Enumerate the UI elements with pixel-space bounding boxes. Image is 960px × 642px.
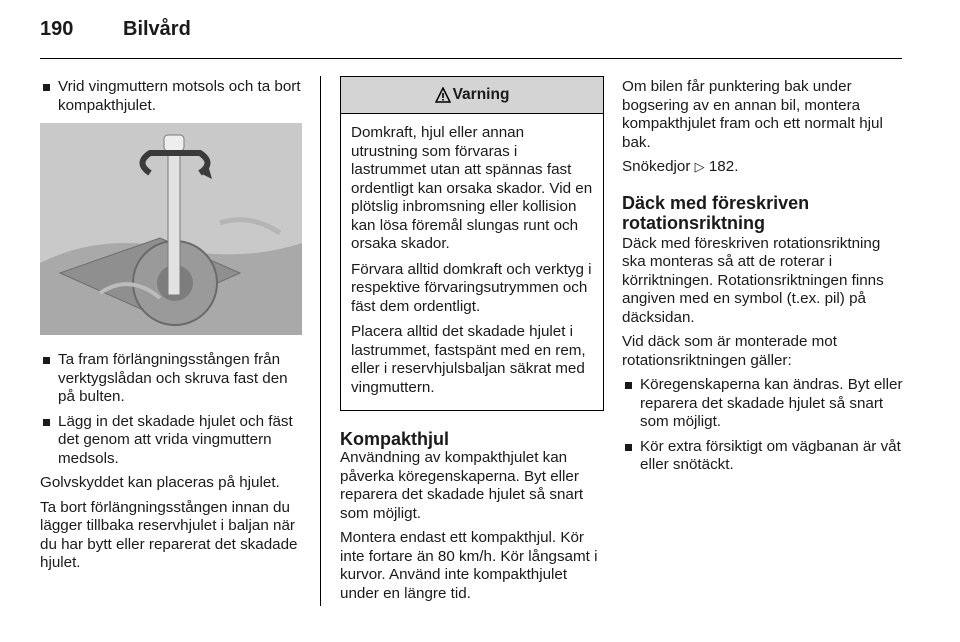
list-item: Vrid vingmuttern motsols och ta bort kompakthjulet. bbox=[40, 78, 305, 115]
column-right bbox=[622, 78, 904, 481]
warning-paragraph: Domkraft, hjul eller annan utrustning som förvaras i lastrummet utan att spännas fast ordentligt kan orsaka skador. Vid en plötslig inbromsning eller kollision kan lösa föremål slungas runt och orsaka skador. bbox=[351, 124, 593, 252]
section-heading: Däck med föreskriven rotationsriktning bbox=[622, 192, 810, 233]
warning-title: Varning bbox=[452, 85, 510, 103]
paragraph: Däck med föreskriven rotationsriktning ska monteras så att de roterar i körriktningen. Rotationsriktningen finns angiven med en symbol (t.ex. pil) på däcksidan. bbox=[622, 234, 884, 326]
cross-reference bbox=[622, 158, 904, 177]
chapter-title: Bilvård bbox=[123, 18, 191, 40]
page-number: 190 bbox=[40, 18, 74, 40]
page-reference-icon: ▷ bbox=[694, 159, 705, 174]
warning-header bbox=[341, 77, 603, 114]
warning-triangle-icon bbox=[435, 87, 451, 103]
paragraph: Vid däck som är monterade mot rotationsriktningen gäller: bbox=[622, 333, 837, 369]
paragraph: Användning av kompakthjulet kan påverka köregenskaperna. Byt eller reparera det skadade hjulet så snart som möjligt. bbox=[340, 449, 584, 522]
snow-chains-label: Snökedjor bbox=[622, 158, 691, 175]
paragraph: Om bilen får punktering bak under bogsering av en annan bil, montera kompakthjulet fram och ett normalt hjul bak. bbox=[622, 78, 883, 151]
list-item: Köregenskaperna kan ändras. Byt eller reparera det skadade hjulet så snart som möjligt. bbox=[622, 376, 904, 432]
list-item: Kör extra försiktigt om vägbanan är våt eller snötäckt. bbox=[622, 438, 904, 475]
header-rule bbox=[40, 58, 902, 59]
paragraph: Montera endast ett kompakthjul. Kör inte fortare än 80 km/h. Kör långsamt i kurvor. Använd inte kompakthjulet under en längre tid. bbox=[340, 529, 598, 602]
column-middle bbox=[340, 76, 604, 609]
warning-body bbox=[341, 114, 603, 410]
warning-paragraph: Placera alltid det skadade hjulet i lastrummet, fastspänt med en rem, eller i reservhjulsbaljan säkrat med vingmuttern. bbox=[351, 323, 586, 396]
section-heading: Kompakthjul bbox=[340, 429, 450, 449]
column-divider bbox=[320, 76, 321, 606]
snow-chains-page: 182. bbox=[708, 158, 739, 175]
page-header bbox=[40, 18, 920, 48]
wing-nut-illustration bbox=[40, 123, 302, 335]
paragraph: Ta bort förlängningsstången innan du lägger tillbaka reservhjulet i baljan när du har bytt eller reparerat det skadade hjulet. bbox=[40, 498, 298, 571]
column-left bbox=[40, 78, 305, 579]
spare-wheel-photo bbox=[40, 123, 302, 335]
warning-box bbox=[340, 76, 604, 411]
list-item: Ta fram förlängningsstången från verktygslådan och skruva fast den på bulten. bbox=[40, 351, 305, 407]
list-item: Lägg in det skadade hjulet och fäst det genom att vrida vingmuttern medsols. bbox=[40, 413, 305, 469]
warning-paragraph: Förvara alltid domkraft och verktyg i respektive förvaringsutrymmen och fäst dem ordentligt. bbox=[351, 260, 592, 315]
paragraph: Golvskyddet kan placeras på hjulet. bbox=[40, 474, 280, 491]
